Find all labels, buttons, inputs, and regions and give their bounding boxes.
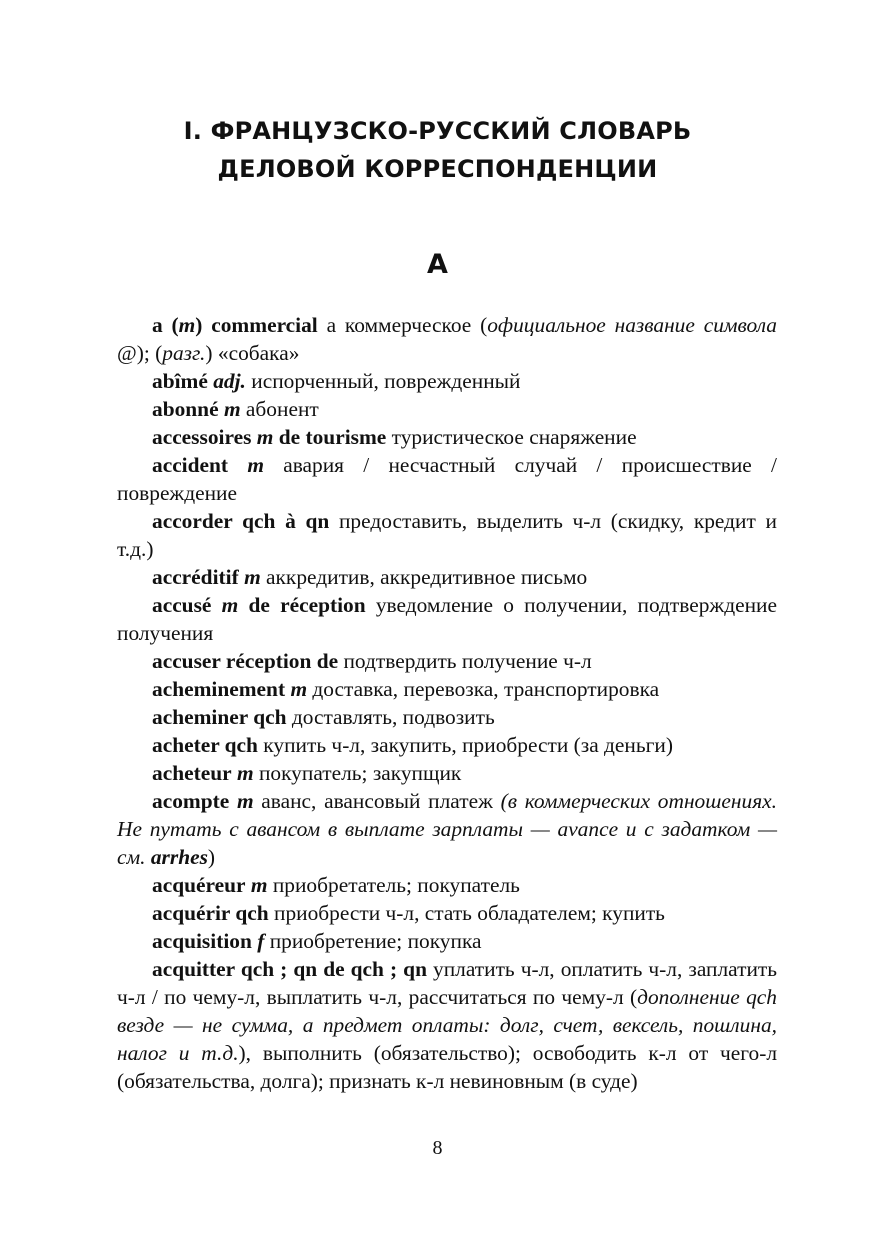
entry-headword: abîmé [152,369,208,393]
entry-abime [117,367,777,395]
entry-translation: туристическое снаряжение [386,425,637,449]
chapter-title [0,112,875,188]
entry-acquisition [117,927,777,955]
entry-translation: аванс, авансовый платеж [253,789,501,813]
entry-headword: accident [152,453,229,477]
entry-translation: приобрести ч-л, стать обладателем; купить [268,901,665,925]
entry-grammar: m [250,873,268,897]
entry-headword: acompte [152,789,230,813]
entry-acheteur [117,759,777,787]
entry-acquitter [117,955,777,1095]
entry-acheminer [117,703,777,731]
entry-translation: аккредитив, аккредитивное письмо [260,565,588,589]
entry-headword: accorder qch à qn [152,509,330,533]
entry-grammar: adj. [213,369,246,393]
entry-headword: acheteur [152,761,232,785]
entry-acompte [117,787,777,871]
entry-note: (в коммерческих отношениях. Не путать с авансом в выплате зарплаты — avance и с задатком — см. [117,789,777,869]
entry-acquerir [117,899,777,927]
entry-accessoires [117,423,777,451]
entry-translation: уведомление о получении, подтверждение получения [117,593,777,645]
entry-translation: авария / несчастный случай / происшествие / повреждение [117,453,777,505]
entry-headword: accuser réception de [152,649,339,673]
entry-grammar: f [257,929,265,953]
entry-translation: купить ч-л, закупить, приобрести (за деньги) [257,733,673,757]
entry-accident [117,451,777,507]
entry-translation: испорченный, поврежденный [245,369,521,393]
entry-translation: @); ( [117,341,163,365]
entry-translation: приобретатель; покупатель [267,873,520,897]
entry-headword: acheminer qch [152,705,287,729]
chapter-title-line-2: ДЕЛОВОЙ КОРРЕСПОНДЕНЦИИ [217,155,658,183]
entry-translation: ), выполнить (обязательство); освободить к-л от чего-л (обязательства, долга); признать к-л невиновным (в суде) [117,1041,777,1093]
entry-translation: а коммерческое ( [317,313,488,337]
entry-acquereur [117,871,777,899]
entry-grammar: m [178,313,196,337]
entry-translation: предоставить, выделить ч-л (скидку, кредит и т.д.) [117,509,777,561]
entry-headword: accessoires [152,425,252,449]
entry-translation: приобретение; покупка [264,929,482,953]
entry-acheter [117,731,777,759]
entry-note: официальное название символа [487,313,777,337]
entry-headword: acheter qch [152,733,258,757]
entry-headword: acquitter qch ; qn de qch ; qn [152,957,427,981]
entry-note: разг. [162,341,206,365]
entry-grammar: m [256,425,274,449]
entry-a-commercial [117,311,777,367]
entry-headword: ) commercial [195,313,318,337]
entry-grammar: m [236,761,254,785]
entry-translation: доставка, перевозка, транспортировка [307,677,660,701]
entry-headword: acquisition [152,929,252,953]
entry-headword: abonné [152,397,219,421]
entry-headword: accusé [152,593,212,617]
entry-grammar: m [290,677,308,701]
entry-headword: acquérir qch [152,901,269,925]
entry-translation: доставлять, подвозить [286,705,495,729]
entry-headword: de réception [238,593,366,617]
entry-headword: de tourisme [273,425,387,449]
entry-accorder [117,507,777,563]
entry-grammar: m [247,453,264,477]
entry-translation: покупатель; закупщик [253,761,462,785]
entry-abonne [117,395,777,423]
entry-accuser-reception [117,647,777,675]
entry-grammar: m [223,397,241,421]
entry-headword: acheminement [152,677,286,701]
page-number: 8 [432,1137,443,1159]
entry-translation: подтвердить получение ч-л [338,649,592,673]
entry-headword: a ( [152,313,179,337]
entry-translation: ) «собака» [205,341,300,365]
section-letter-heading: А [427,249,448,280]
entry-note: дополнение qch везде — не сумма, а предмет оплаты: долг, счет, вексель, пошлина, налог и т.д. [117,985,777,1065]
entry-grammar: m [244,565,261,589]
entry-headword: acquéreur [152,873,246,897]
entry-acheminement [117,675,777,703]
entry-translation: абонент [240,397,319,421]
entry-accreditif [117,563,777,591]
entry-headword: accréditif [152,565,239,589]
entry-translation: уплатить ч-л, оплатить ч-л, заплатить ч-л / по чему-л, выплатить ч-л, рассчитаться по чему-л ( [117,957,777,1009]
entry-grammar: m [221,593,239,617]
chapter-title-line-1: I. ФРАНЦУЗСКО-РУССКИЙ СЛОВАРЬ [183,117,692,145]
entry-grammar: m [236,789,254,813]
dictionary-entries [117,311,777,1095]
entry-cross-reference: arrhes [150,845,208,869]
entry-accuse [117,591,777,647]
entry-translation: ) [207,845,216,869]
